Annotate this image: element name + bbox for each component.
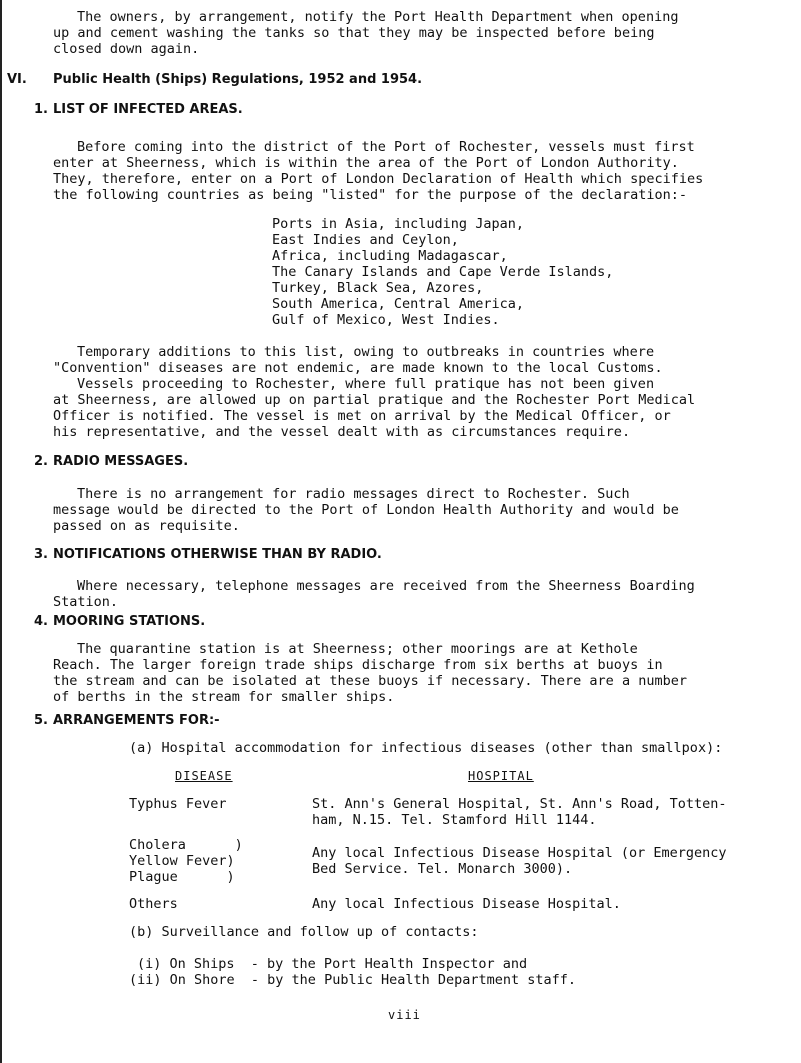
s3-line-2: Station. [53, 594, 119, 610]
intro-line-2: up and cement washing the tanks so that they may be inspected before being [53, 25, 655, 41]
intro-line-1: The owners, by arrangement, notify the Port Health Department when opening [77, 9, 679, 25]
area-item: South America, Central America, [272, 296, 524, 312]
row1-hospital-line-2: ham, N.15. Tel. Stamford Hill 1144. [312, 812, 597, 828]
column-header-disease: DISEASE [175, 769, 233, 783]
page-number: viii [388, 1008, 421, 1022]
row2-hospital-line-2: Bed Service. Tel. Monarch 3000). [312, 861, 573, 877]
section-title: Public Health (Ships) Regulations, 1952 and 1954. [53, 72, 423, 87]
s1-para2-line-4: at Sheerness, are allowed up on partial pratique and the Rochester Port Medical [53, 392, 696, 408]
column-header-hospital: HOSPITAL [468, 769, 534, 783]
s4-line-1: The quarantine station is at Sheerness; other moorings are at Kethole [77, 641, 638, 657]
s1-para2-line-2: "Convention" diseases are not endemic, are made known to the local Customs. [53, 360, 663, 376]
row1-hospital-line-1: St. Ann's General Hospital, St. Ann's Road, Totten- [312, 796, 727, 812]
area-item: Turkey, Black Sea, Azores, [272, 280, 484, 296]
page-edge-mark [0, 0, 2, 1063]
s1-para2-line-1: Temporary additions to this list, owing to outbreaks in countries where [77, 344, 655, 360]
s1-para2-line-3: Vessels proceeding to Rochester, where full pratique has not been given [77, 376, 655, 392]
s4-number: 4. [34, 614, 48, 629]
area-item: Africa, including Madagascar, [272, 248, 508, 264]
row2-disease-line-3: Plague ) [129, 869, 235, 885]
s2-line-3: passed on as requisite. [53, 518, 240, 534]
s1-para1-line-3: They, therefore, enter on a Port of London Declaration of Health which specifies [53, 171, 704, 187]
s5-number: 5. [34, 713, 48, 728]
s1-para1-line-2: enter at Sheerness, which is within the area of the Port of London Authority. [53, 155, 679, 171]
s2-number: 2. [34, 454, 48, 469]
s5-b-ii: (ii) On Shore - by the Public Health Department staff. [129, 972, 577, 988]
row2-disease-line-1: Cholera ) [129, 837, 243, 853]
s2-line-2: message would be directed to the Port of London Health Authority and would be [53, 502, 679, 518]
s3-heading: NOTIFICATIONS OTHERWISE THAN BY RADIO. [53, 547, 382, 562]
s5-b-i: (i) On Ships - by the Port Health Inspector and [137, 956, 528, 972]
s1-heading: LIST OF INFECTED AREAS. [53, 102, 243, 117]
s5-b-line: (b) Surveillance and follow up of contacts: [129, 924, 479, 940]
area-item: East Indies and Ceylon, [272, 232, 459, 248]
s5-a-line: (a) Hospital accommodation for infectious diseases (other than smallpox): [129, 740, 723, 756]
s4-line-3: the stream and can be isolated at these buoys if necessary. There are a number [53, 673, 687, 689]
intro-line-3: closed down again. [53, 41, 200, 57]
s1-number: 1. [34, 102, 48, 117]
section-number: VI. [7, 72, 27, 87]
s3-number: 3. [34, 547, 48, 562]
area-item: Ports in Asia, including Japan, [272, 216, 524, 232]
s5-heading: ARRANGEMENTS FOR:- [53, 713, 220, 728]
s4-line-4: of berths in the stream for smaller ships. [53, 689, 395, 705]
s1-para2-line-6: his representative, and the vessel dealt with as circumstances require. [53, 424, 631, 440]
s3-line-1: Where necessary, telephone messages are received from the Sheerness Boarding [77, 578, 695, 594]
s4-line-2: Reach. The larger foreign trade ships discharge from six berths at buoys in [53, 657, 663, 673]
row2-disease-line-2: Yellow Fever) [129, 853, 235, 869]
s1-para1-line-4: the following countries as being "listed" for the purpose of the declaration:- [53, 187, 687, 203]
row3-hospital: Any local Infectious Disease Hospital. [312, 896, 621, 912]
s1-para1-line-1: Before coming into the district of the Port of Rochester, vessels must first [77, 139, 695, 155]
s2-line-1: There is no arrangement for radio messages direct to Rochester. Such [77, 486, 630, 502]
area-item: The Canary Islands and Cape Verde Islands, [272, 264, 614, 280]
s4-heading: MOORING STATIONS. [53, 614, 206, 629]
row2-hospital-line-1: Any local Infectious Disease Hospital (or Emergency [312, 845, 727, 861]
s1-para2-line-5: Officer is notified. The vessel is met on arrival by the Medical Officer, or [53, 408, 671, 424]
row3-disease: Others [129, 896, 178, 912]
area-item: Gulf of Mexico, West Indies. [272, 312, 500, 328]
row1-disease: Typhus Fever [129, 796, 227, 812]
s2-heading: RADIO MESSAGES. [53, 454, 189, 469]
